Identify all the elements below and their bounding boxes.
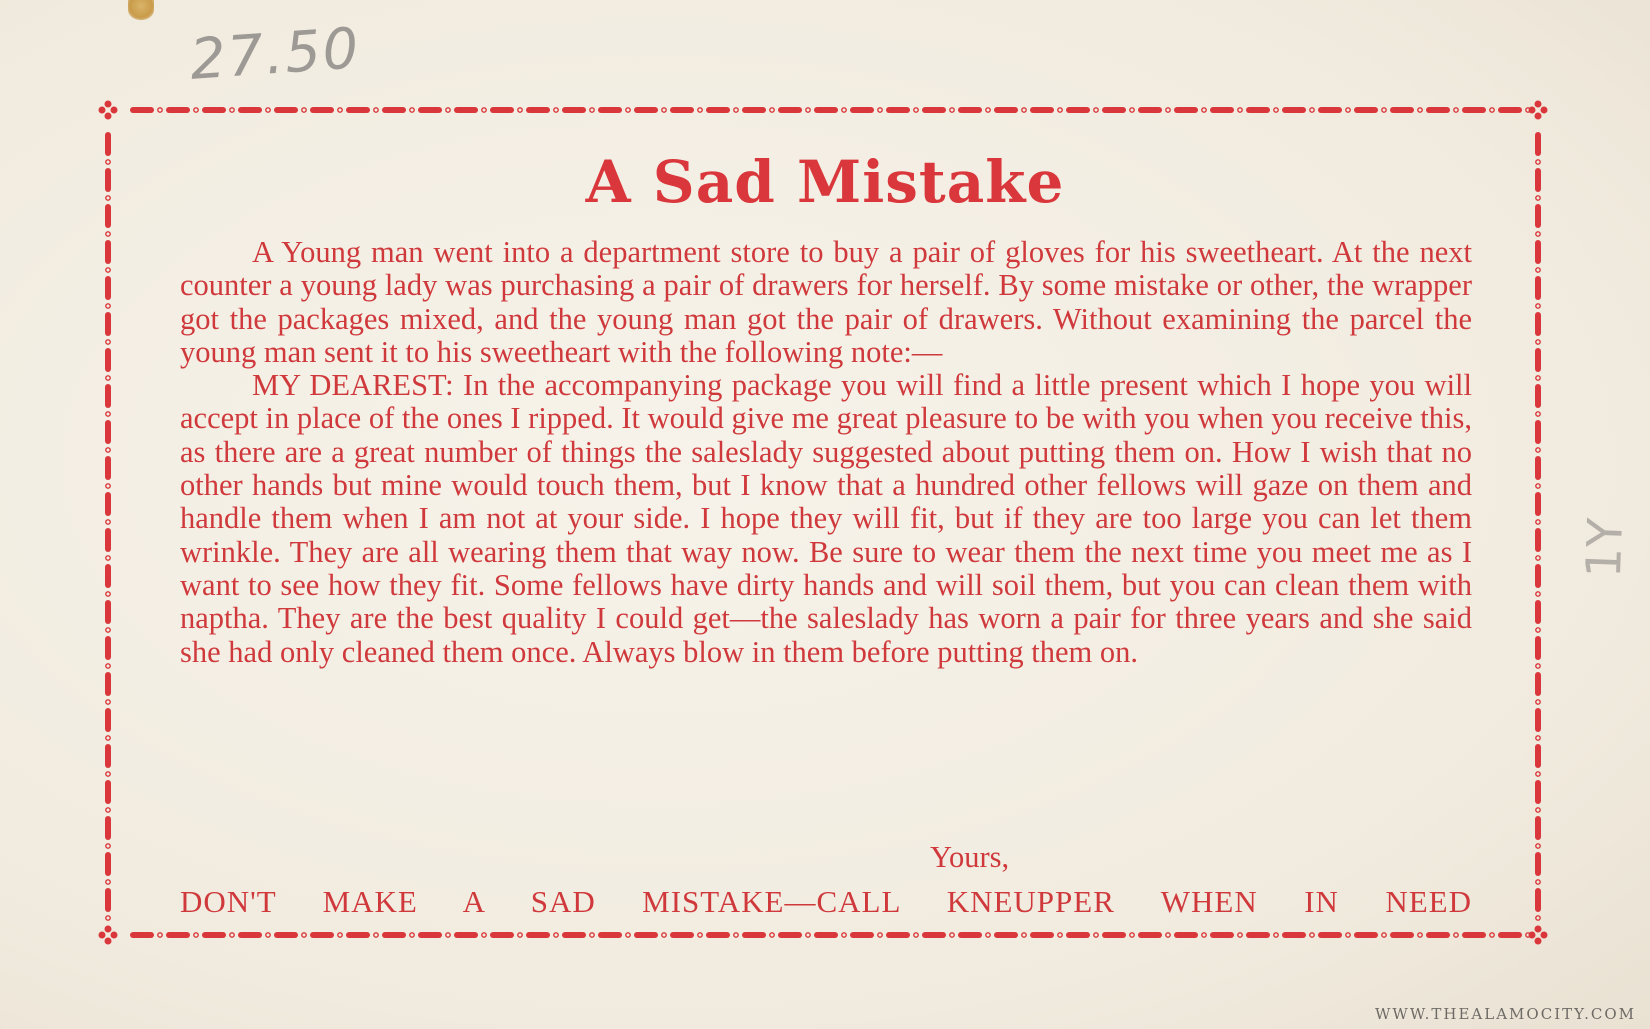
handwritten-margin-note: 1Y	[1575, 517, 1634, 579]
handwritten-price-note: 27.50	[187, 16, 363, 93]
advertising-slogan: DON'T MAKE A SAD MISTAKE—CALL KNEUPPER WHEN IN NEED	[180, 884, 1472, 919]
story-text	[180, 236, 1472, 669]
page-title: A Sad Mistake	[585, 148, 1065, 216]
story-paragraph-intro: A Young man went into a department store to buy a pair of gloves for his sweetheart. At the next counter a young lady was purchasing a pair of drawers for herself. By some mistake or other, the wrapper got the packages mixed, and the young man got the pair of drawers. Without examining the parcel the young man sent it to his sweetheart with the following note:—	[180, 235, 1472, 369]
watermark-website: WWW.THEALAMOCITY.COM	[1375, 1005, 1636, 1023]
letter-closing: Yours,	[930, 840, 1010, 874]
story-paragraph-letter: MY DEAREST: In the accompanying package you will find a little present which I hope you will accept in place of the ones I ripped. It would give me great pleasure to be with you when you receive this, as there are a great number of things the saleslady suggested about putting them on. How I wish that no other hands but mine would touch them, but I know that a hundred other fellows will gaze on them and handle them when I am not at your side. I hope they will fit, but if they are too large you can let them wrinkle. They are all wearing them that way now. Be sure to wear them the next time you meet me as I want to see how they fit. Some fellows have dirty hands and will soil them, but you can clean them with naptha. They are the best quality I could get—the saleslady has worn a pair for three years and she said she had only cleaned them once. Always blow in them before putting them on.	[180, 368, 1472, 669]
